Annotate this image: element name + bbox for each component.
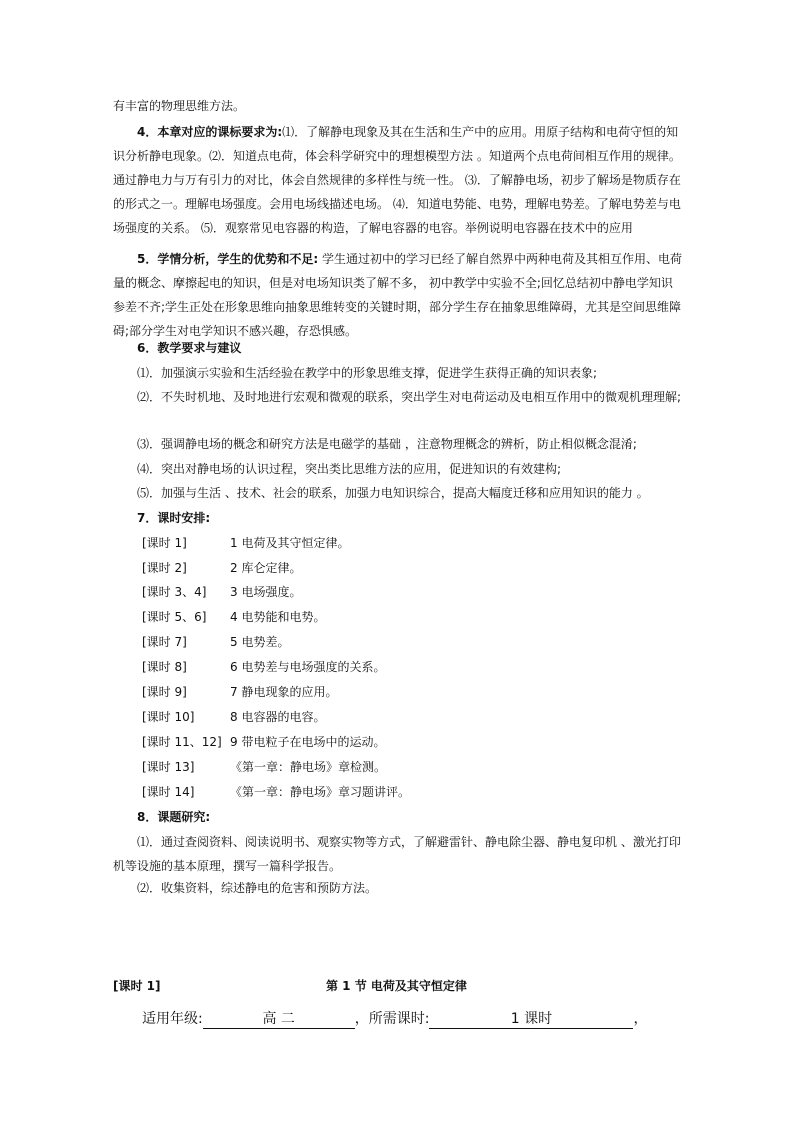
lesson-title: 第 1 节 电荷及其守恒定律 <box>326 979 467 993</box>
section-7-heading: 7．课时安排: <box>137 511 211 525</box>
section-6-item-3: ⑶．强调静电场的概念和研究方法是电磁学的基础 ，注意物理概念的辨析，防止相似概念混淆; <box>137 437 637 451</box>
schedule-row: [课时 7] 5 电势差。 <box>142 635 290 649</box>
schedule-row: [课时 9] 7 静电现象的应用。 <box>142 685 338 699</box>
schedule-row: [课时 8] 6 电势差与电场强度的关系。 <box>142 660 386 674</box>
section-6-heading: 6．教学要求与建议 <box>137 341 242 355</box>
section-4-heading: 4．本章对应的课标要求为: <box>137 125 283 139</box>
grade-value: 高 二 <box>203 1010 355 1029</box>
schedule-row: [课时 13] 《第一章：静电场》章检测。 <box>142 760 387 774</box>
end-mark: ， <box>633 1011 648 1027</box>
section-8-item-2: ⑵．收集资料，综述静电的危害和预防方法。 <box>137 881 378 895</box>
schedule-row: [课时 14] 《第一章：静电场》章习题讲评。 <box>142 785 411 799</box>
section-6-item-5: ⑸．加强与生活 、技术、社会的联系，加强力电知识综合，提高大幅度迁移和应用知识的能力 。 <box>137 486 649 500</box>
section-5-paragraph <box>113 247 683 343</box>
section-4-body: ⑴．了解静电现象及其在生活和生产中的应用。用原子结构和电荷守恒的知识分析静电现象。⑵．知道点电荷，体会科学研究中的理想模型方法 。知道两个点电荷间相互作用的规律。通过静电力与万有引力的对比，体会自然规律的多样性与统一性。 ⑶．了解静电场，初步了解场是物质存在的形式之一。理解电场强度。会用电场线描述电场。 ⑷．知道电势能、电势，理解电势差。了解电势差与电场强度的关系。 ⑸．观察常见电容器的构造，了解电容器的电容。举例说明电容器在技术中的应用 <box>113 125 681 235</box>
section-6-item-1: ⑴．加强演示实验和生活经验在教学中的形象思维支撑，促进学生获得正确的知识表象; <box>137 366 598 380</box>
grade-label: 适用年级: <box>142 1011 203 1027</box>
schedule-row: [课时 5、6] 4 电势能和电势。 <box>142 610 326 624</box>
section-8-heading: 8．课题研究: <box>137 810 211 824</box>
schedule-row: [课时 2] 2 库仑定律。 <box>142 561 302 575</box>
lesson-meta-line <box>142 1006 647 1032</box>
section-6-item-2: ⑵．不失时机地、及时地进行宏观和微观的联系，突出学生对电荷运动及电相互作用中的微观机理理解; <box>137 390 682 404</box>
lesson-tag: [课时 1] <box>113 979 161 993</box>
section-4-paragraph <box>113 120 683 240</box>
schedule-row: [课时 10] 8 电容器的电容。 <box>142 710 326 724</box>
intro-continuation: 有丰富的物理思维方法。 <box>113 99 246 113</box>
section-6-item-4: ⑷．突出对静电场的认识过程，突出类比思维方法的应用，促进知识的有效建构; <box>137 462 562 476</box>
schedule-row: [课时 3、4] 3 电场强度。 <box>142 585 302 599</box>
hours-label: ，所需课时: <box>354 1011 430 1027</box>
section-5-body: 学生通过初中的学习已经了解自然界中两种电荷及其相互作用、电荷量的概念、摩擦起电的知识，但是对电场知识类了解不多， 初中教学中实验不全;回忆总结初中静电学知识参差不齐;学生正处在形象思维向抽象思维转变的关键时期，部分学生存在抽象思维障碍，尤其是空间思维障碍;部分学生对电学知识不感兴趣，存恐惧感。 <box>113 252 682 338</box>
schedule-row: [课时 1] 1 电荷及其守恒定律。 <box>142 536 350 550</box>
hours-value: 1 课时 <box>429 1010 633 1029</box>
section-5-heading: 5．学情分析，学生的优势和不足: <box>137 252 319 266</box>
section-8-item-1: ⑴．通过查阅资料、阅读说明书、观察实物等方式，了解避雷针、静电除尘器、静电复印机 、激光打印机等设施的基本原理，撰写一篇科学报告。 <box>113 835 681 873</box>
schedule-row: [课时 11、12] 9 带电粒子在电场中的运动。 <box>142 735 386 749</box>
